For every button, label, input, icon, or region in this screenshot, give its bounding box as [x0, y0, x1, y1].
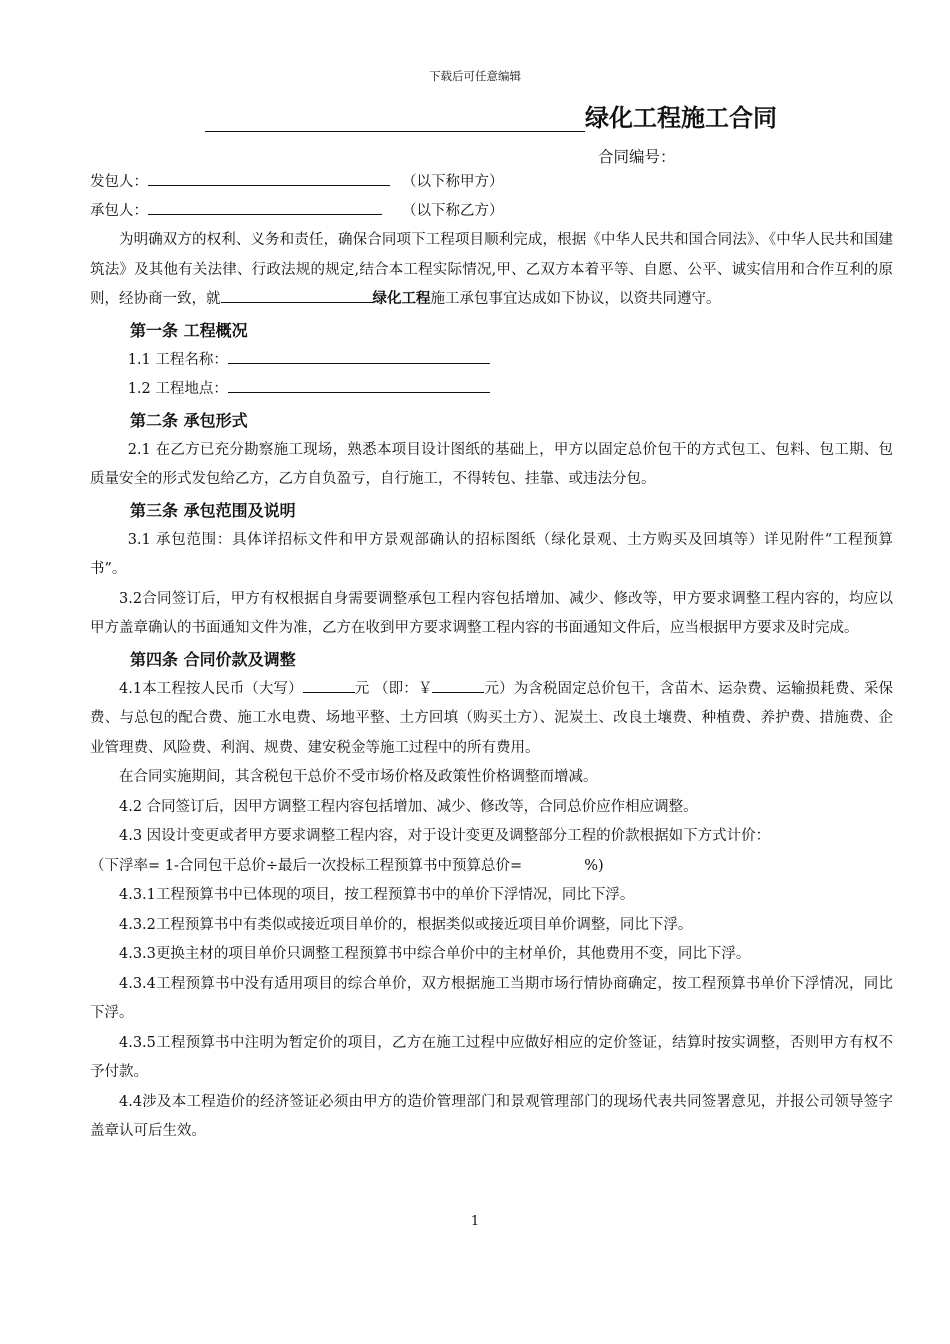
- article-4-para-5: [90, 852, 893, 882]
- preamble-bold: 绿化工程: [372, 291, 431, 307]
- preamble-paragraph: [90, 226, 893, 315]
- price-figure-blank: [432, 678, 484, 693]
- employer-blank: [148, 170, 390, 186]
- article-4-para-8: 4.3.3更换主材的项目单价只调整工程预算书中综合单价中的主材单价，其他费用不变，同比下浮。: [119, 946, 751, 962]
- article-4-heading: 第四条 合同价款及调整: [130, 649, 296, 669]
- article-4-para-3: 4.2 合同签订后，因甲方调整工程内容包括增加、减少、修改等，合同总价应作相应调整。: [119, 798, 698, 815]
- employer-line: [90, 170, 390, 191]
- article-4-para-9: 4.3.4工程预算书中没有适用项目的综合单价，双方根据施工当期市场行情协商确定，按工程预算书单价下浮情况，同比下浮。: [90, 975, 893, 1021]
- discount-rate-unit: %): [584, 857, 604, 874]
- contractor-blank: [148, 199, 382, 215]
- employer-label: 发包人：: [90, 174, 148, 190]
- preamble-text-b: 施工承包事宜达成如下协议，以资共同遵守。: [430, 291, 721, 307]
- preamble-text-a: 为明确双方的权利、义务和责任，确保合同项下工程项目顺利完成，根据《中华人民共和国合同法》、《中华人民共和国建筑法》及其他有关法律、行政法规的规定,结合本工程实际情况,甲、乙双方本着平等、自愿、公平、诚实信用和合作互利的原则，经协商一致，就: [90, 232, 893, 307]
- project-location-field: [228, 378, 490, 393]
- article-2-heading: 第二条 承包形式: [130, 410, 248, 430]
- article-4-para-10: 4.3.5工程预算书中注明为暂定价的项目，乙方在施工过程中应做好相应的定价签证，结算时按实调整，否则甲方有权不予付款。: [90, 1034, 893, 1080]
- article-1-item-1: [90, 346, 893, 376]
- article-3-para-1: 3.1 承包范围：具体详招标文件和甲方景观部确认的招标图纸（绿化景观、土方购买及回填等）详见附件“工程预算书”。: [90, 531, 893, 577]
- article-1-item-2: [90, 375, 893, 405]
- article-4-para-1: [90, 675, 893, 764]
- price-text-b: 元 （即：￥: [354, 680, 433, 697]
- article-4-para-2: 在合同实施期间，其含税包干总价不受市场价格及政策性价格调整而增减。: [119, 769, 598, 785]
- article-4-para-4: 4.3 因设计变更或者甲方要求调整工程内容，对于设计变更及调整部分工程的价款根据如下方式计价：: [119, 828, 771, 844]
- price-text-a: 4.1本工程按人民币（大写）: [119, 680, 303, 697]
- contractor-label: 承包人：: [90, 203, 148, 219]
- contractor-note: （以下称乙方）: [402, 203, 504, 219]
- price-words-blank: [303, 678, 355, 693]
- contract-number-label: 合同编号：: [598, 148, 676, 166]
- price-text-c: 元）为含税固定总价包干，含苗木、运杂费、运输损耗费、采保费、与总包的配合费、施工水电费、场地平整、土方回填（购买土方）、泥炭土、改良土壤费、种植费、养护费、措施费、企业管理费、风险费、利润、规费、建安税金等施工过程中的所有费用。: [90, 680, 894, 756]
- project-name-blank: [205, 105, 585, 132]
- header-note: 下载后可任意编辑: [429, 69, 521, 83]
- project-name-label: 1.1 工程名称：: [127, 351, 228, 368]
- preamble-project-blank: [221, 288, 373, 303]
- contract-body: [90, 226, 893, 1147]
- page-number: 1: [470, 1214, 480, 1229]
- title-row: [205, 104, 777, 132]
- article-3-para-2: 3.2合同签订后，甲方有权根据自身需要调整承包工程内容包括增加、减少、修改等，甲方要求调整工程内容的，均应以甲方盖章确认的书面通知文件为准，乙方在收到甲方要求调整工程内容的书面通知文件后，应当根据甲方要求及时完成。: [90, 590, 893, 636]
- discount-rate-text: （下浮率= 1-合同包干总价÷最后一次投标工程预算书中预算总价=: [90, 857, 523, 874]
- article-3-heading: 第三条 承包范围及说明: [130, 500, 296, 520]
- article-4-para-6: 4.3.1工程预算书中已体现的项目，按工程预算书中的单价下浮情况，同比下浮。: [119, 887, 635, 903]
- article-2-para-1: 2.1 在乙方已充分勘察施工现场，熟悉本项目设计图纸的基础上，甲方以固定总价包干的方式包工、包料、包工期、包质量安全的形式发包给乙方，乙方自负盈亏，自行施工，不得转包、挂靠、或违法分包。: [90, 441, 893, 487]
- article-4-para-11: 4.4涉及本工程造价的经济签证必须由甲方的造价管理部门和景观管理部门的现场代表共同签署意见，并报公司领导签字盖章认可后生效。: [90, 1093, 893, 1139]
- employer-note: （以下称甲方）: [402, 174, 504, 190]
- project-location-label: 1.2 工程地点：: [127, 381, 228, 397]
- document-title: 绿化工程施工合同: [585, 104, 777, 132]
- article-4-para-7: 4.3.2工程预算书中有类似或接近项目单价的，根据类似或接近项目单价调整，同比下浮。: [119, 916, 693, 933]
- article-1-heading: 第一条 工程概况: [130, 320, 248, 340]
- project-name-field: [228, 349, 490, 364]
- contractor-line: [90, 199, 382, 220]
